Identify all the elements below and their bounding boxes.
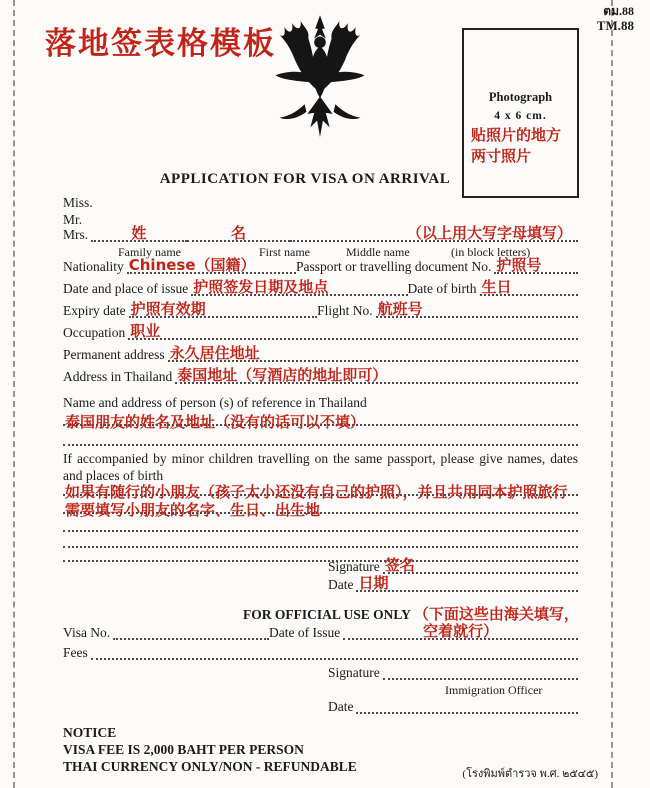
form-label-bold: FOR OFFICIAL USE ONLY: [243, 606, 411, 622]
form-label: Date: [328, 698, 354, 714]
row-official-date: [63, 694, 578, 714]
annotation-red: （下面这些由海关填写，: [413, 605, 579, 623]
row-visa-no: [63, 620, 578, 640]
annotation-red: 护照有效期: [130, 300, 206, 318]
template-title-chinese: 落地签表格模板: [45, 26, 276, 62]
annotation-red: 日期: [358, 574, 389, 592]
annotation-red: 需要填写小朋友的名字、生日、出生地: [65, 501, 321, 519]
form-label: Mr.: [63, 211, 83, 227]
column-caption: (in block letters): [451, 245, 531, 259]
form-code-en: TM.88: [596, 18, 634, 33]
row-expiry-flight: [63, 298, 578, 318]
dotted-line: [383, 554, 578, 574]
form-label: Date of Issue: [268, 624, 341, 640]
dotted-line: [356, 694, 578, 714]
photo-size-label: 4 x 6 cm.: [494, 110, 547, 122]
photo-label: Photograph: [488, 90, 553, 104]
form-code-thai: ตม.88: [603, 4, 634, 18]
row-blank-line-1: [63, 426, 578, 446]
dotted-line: [63, 406, 578, 431]
form-label-bold: NOTICE: [63, 724, 117, 740]
row-official-signature: [63, 660, 578, 680]
dotted-line: [480, 276, 578, 296]
row-minor-children-text: If accompanied by minor children travelling on the same passport, please give names, dates and places of birth: [63, 451, 578, 483]
column-caption: Family name: [118, 245, 181, 259]
dotted-line: [168, 342, 578, 362]
row-reference-annotation: [63, 406, 578, 431]
row-date: [63, 572, 578, 592]
row-title-mrs-name: [63, 222, 578, 242]
dotted-line: [187, 222, 291, 242]
row-address-in-thailand: [63, 364, 578, 384]
dotted-line: [376, 298, 578, 318]
form-label-bold: THAI CURRENCY ONLY/NON - REFUNDABLE: [63, 758, 357, 774]
form-label: Mrs.: [63, 226, 89, 242]
annotation-red: 名: [230, 224, 246, 242]
dotted-line: [175, 364, 578, 384]
photo-annotation-2: 两寸照片: [471, 146, 532, 165]
form-label: Address in Thailand: [63, 368, 173, 384]
dotted-line: [290, 222, 578, 242]
dotted-line: [63, 426, 578, 446]
annotation-red: 护照号: [496, 256, 542, 274]
dotted-line: [113, 620, 269, 640]
row-minor-annotation-2: [63, 494, 578, 519]
annotation-red: Chinese（国籍）: [128, 256, 256, 274]
row-issue-birth: [63, 276, 578, 296]
dotted-line: [63, 476, 578, 501]
dotted-line: [494, 254, 578, 274]
annotation-red: （以上用大写字母填写）: [406, 224, 572, 242]
column-caption: Middle name: [346, 245, 410, 259]
dotted-line: [129, 298, 318, 318]
dotted-line: [127, 254, 296, 274]
annotation-red: 生日: [481, 278, 512, 296]
photo-annotation-1: 贴照片的地方: [471, 126, 562, 144]
dotted-line: [63, 494, 578, 519]
dotted-line: [383, 660, 578, 680]
dotted-line: [128, 320, 578, 340]
form-label: Occupation: [63, 324, 126, 340]
annotation-red: 永久居住地址: [169, 344, 260, 362]
row-official-use-heading: [63, 600, 578, 622]
dotted-line: [91, 640, 578, 660]
form-title: APPLICATION FOR VISA ON ARRIVAL: [159, 171, 451, 187]
form-label: Passport or travelling document No.: [296, 258, 492, 274]
form-label: Fees: [63, 644, 88, 660]
dotted-line: [191, 276, 407, 296]
annotation-red: 签名: [384, 556, 415, 574]
annotation-red: 泰国地址（写酒店的地址即可）: [177, 366, 388, 384]
column-caption: First name: [259, 245, 310, 259]
row-permanent-address: [63, 342, 578, 362]
form-label: Miss.: [63, 194, 93, 210]
annotation-red: 护照签发日期及地点: [193, 278, 329, 296]
form-label: Signature: [328, 558, 380, 574]
row-fees: [63, 640, 578, 660]
row-minor-annotation-1: [63, 476, 578, 501]
annotation-red: 如果有随行的小朋友（孩子太小还没有自己的护照），并且共用同本护照旅行: [65, 483, 568, 501]
column-caption: Immigration Officer: [445, 683, 543, 697]
row-signature: [63, 554, 578, 574]
form-label-bold: VISA FEE IS 2,000 BAHT PER PERSON: [63, 741, 304, 757]
row-nationality-passport: [63, 254, 578, 274]
dotted-line: [91, 222, 186, 242]
annotation-red: 姓: [131, 224, 147, 242]
form-label: Date and place of issue: [63, 280, 189, 296]
annotation-red: 空着就行）: [423, 622, 499, 640]
form-label: Visa No.: [63, 624, 111, 640]
annotation-red: 航班号: [377, 300, 423, 318]
form-label: Name and address of person (s) of reference in Thailand: [63, 394, 367, 410]
annotation-red: 职业: [130, 322, 161, 340]
form-label: Flight No.: [317, 302, 373, 318]
dotted-line: [343, 620, 578, 640]
form-label: Expiry date: [63, 302, 126, 318]
dotted-line: [356, 572, 578, 592]
form-label: Date: [328, 576, 354, 592]
form-label: Signature: [328, 664, 380, 680]
row-occupation: [63, 320, 578, 340]
print-note-thai: (โรงพิมพ์ตำรวจ พ.ศ. ๒๕๔๕): [462, 768, 598, 780]
form-label: Permanent address: [63, 346, 165, 362]
form-label: Date of birth: [407, 280, 477, 296]
annotation-red: 泰国朋友的姓名及地址（没有的话可以不填）: [65, 413, 366, 431]
form-label: Nationality: [63, 258, 124, 274]
